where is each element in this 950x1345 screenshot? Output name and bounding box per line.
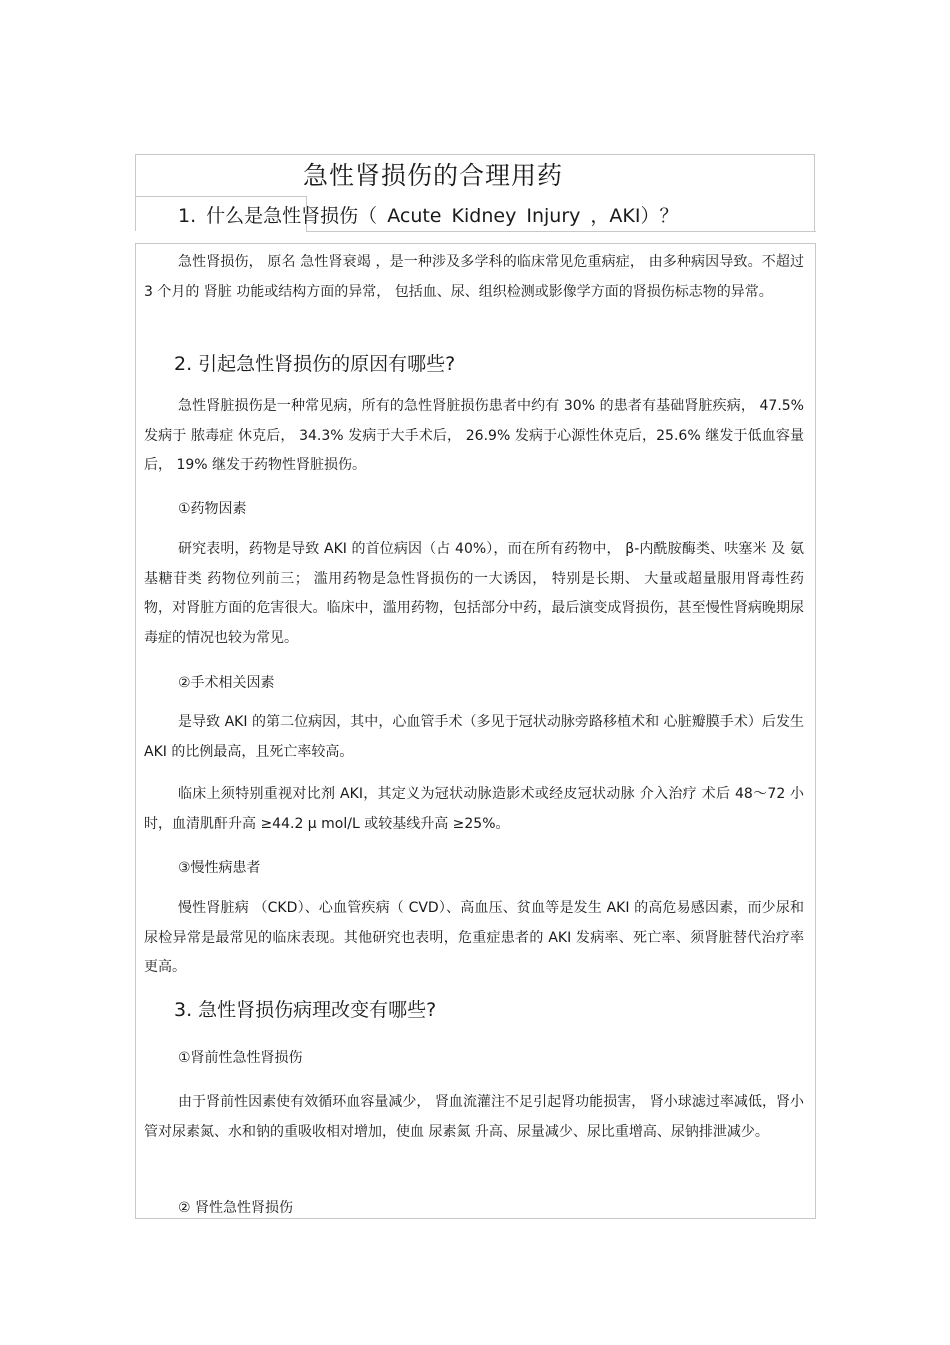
paragraph-surgery-factors: 是导致 AKI 的第二位病因，其中，心血管手术（多见于冠状动脉旁路移植术和 心脏瓣膜手术）后发生 AKI 的比例最高，且死亡率较高。: [144, 714, 804, 760]
heading-pathology: 3. 急性肾损伤病理改变有哪些?: [174, 999, 437, 1021]
subheading-drug-factors: ①药物因素: [178, 501, 247, 517]
subheading-surgery-factors: ②手术相关因素: [178, 675, 275, 691]
paragraph-contrast-aki: 临床上须特别重视对比剂 AKI，其定义为冠状动脉造影术或经皮冠状动脉 介入治疗 术后 48～72 小时，血清肌酐升高 ≥44.2 μ mol/L 或较基线升高 ≥25%。: [144, 786, 804, 832]
document-title: 急性肾损伤的合理用药: [303, 161, 564, 190]
question-1-heading: 1. 什么是急性肾损伤（ Acute Kidney Injury ，AKI）？: [178, 205, 679, 227]
paragraph-prerenal: 由于肾前性因素使有效循环血容量减少， 肾血流灌注不足引起肾功能损害， 肾小球滤过率减低，肾小管对尿素氮、水和钠的重吸收相对增加，使血 尿素氮 升高、尿量减少、尿比重增高、尿钠排泄减少。: [144, 1094, 804, 1140]
paragraph-definition: 急性肾损伤， 原名 急性肾衰竭 ，是一种涉及多学科的临床常见危重病症， 由多种病因导致。不超过 3 个月的 肾脏 功能或结构方面的异常， 包括血、尿、组织检测或影像学方面的肾损伤标志物的异常。: [144, 254, 804, 300]
heading-causes: 2. 引起急性肾损伤的原因有哪些?: [174, 353, 456, 375]
table-divider: [306, 231, 816, 232]
paragraph-causes: 急性肾脏损伤是一种常见病，所有的急性肾脏损伤患者中约有 30% 的患者有基础肾脏疾病， 47.5% 发病于 脓毒症 休克后， 34.3% 发病于大手术后， 26.9% 发病于心源性休克后，25.6% 继发于低血容量后， 19% 继发于药物性肾脏损伤。: [144, 398, 804, 473]
paragraph-chronic-patients: 慢性肾脏病 （CKD）、心血管疾病（ CVD）、高血压、贫血等是发生 AKI 的高危易感因素，而少尿和尿检异常是最常见的临床表现。其他研究也表明，危重症患者的 AKI 发病率、死亡率、须肾脏替代治疗率更高。: [144, 900, 804, 975]
subheading-prerenal: ①肾前性急性肾损伤: [178, 1050, 303, 1066]
table-divider: [136, 196, 306, 197]
paragraph-drug-factors: 研究表明，药物是导致 AKI 的首位病因（占 40%），而在所有药物中， β-内酰胺酶类、呋塞米 及 氨基糖苷类 药物位列前三； 滥用药物是急性肾损伤的一大诱因， 特别是长期、 大量或超量服用肾毒性药物，对肾脏方面的危害很大。临床中，滥用药物，包括部分中药，最后演变成肾损伤，甚至慢性肾病晚期尿毒症的情况也较为常见。: [144, 541, 804, 646]
subheading-renal: ② 肾性急性肾损伤: [178, 1200, 294, 1216]
subheading-chronic-patients: ③慢性病患者: [178, 860, 261, 876]
